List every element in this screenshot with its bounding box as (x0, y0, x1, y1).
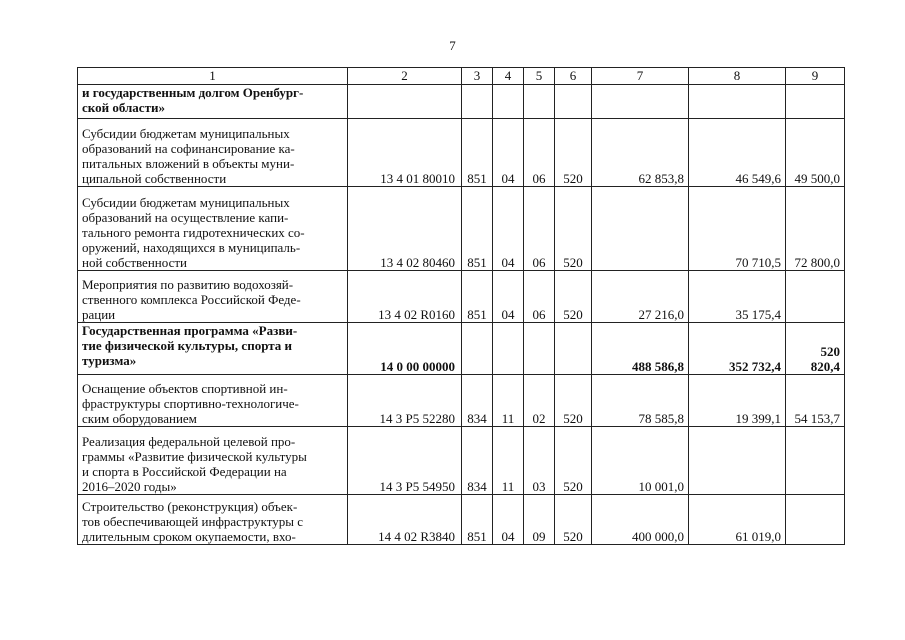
amount-col7: 62 853,8 (592, 119, 689, 187)
expense-type-code: 520 (555, 271, 592, 323)
table-row (78, 187, 845, 271)
section-code: 04 (493, 495, 524, 545)
description-line: тального ремонта гидротехнических со- (82, 225, 305, 240)
section-code: 04 (493, 119, 524, 187)
section-code (493, 85, 524, 119)
description-line: ственного комплекса Российской Феде- (82, 292, 301, 307)
amount-col8: 61 019,0 (689, 495, 786, 545)
subsection-code: 06 (524, 187, 555, 271)
description-line: Реализация федеральной целевой про- (82, 434, 296, 449)
ministry-code: 834 (462, 375, 493, 427)
section-code: 11 (493, 427, 524, 495)
ministry-code: 851 (462, 187, 493, 271)
expense-type-code (555, 85, 592, 119)
description-line: ской области» (82, 100, 165, 115)
description-line: Субсидии бюджетам муниципальных (82, 195, 290, 210)
description-line: граммы «Развитие физической культуры (82, 449, 307, 464)
amount-col8: 19 399,1 (689, 375, 786, 427)
column-header: 2 (348, 68, 462, 85)
row-description (78, 271, 348, 323)
amount-col9: 72 800,0 (786, 187, 845, 271)
amount-col9 (786, 271, 845, 323)
row-description (78, 119, 348, 187)
classification-code: 14 4 02 R3840 (348, 495, 462, 545)
classification-code (348, 85, 462, 119)
description-line: тие физической культуры, спорта и (82, 338, 293, 353)
description-line: ной собственности (82, 255, 187, 270)
amount-col7 (592, 187, 689, 271)
amount-col8 (689, 85, 786, 119)
classification-code: 14 3 P5 54950 (348, 427, 462, 495)
description-line: питальных вложений в объекты муни- (82, 156, 295, 171)
amount-col9 (786, 85, 845, 119)
row-description (78, 323, 348, 375)
description-line: и спорта в Российской Федерации на (82, 464, 287, 479)
page-number: 7 (449, 38, 456, 53)
amount-col7: 10 001,0 (592, 427, 689, 495)
amount-col8: 352 732,4 (689, 323, 786, 375)
amount-col8: 35 175,4 (689, 271, 786, 323)
amount-col8 (689, 427, 786, 495)
expense-type-code: 520 (555, 119, 592, 187)
expense-type-code: 520 (555, 187, 592, 271)
table-row (78, 375, 845, 427)
column-header: 9 (786, 68, 845, 85)
subsection-code: 03 (524, 427, 555, 495)
description-line: Субсидии бюджетам муниципальных (82, 126, 290, 141)
column-header: 4 (493, 68, 524, 85)
description-line: Государственная программа «Разви- (82, 323, 298, 338)
classification-code: 14 0 00 00000 (348, 323, 462, 375)
table-header-row (78, 68, 845, 85)
expense-type-code: 520 (555, 375, 592, 427)
classification-code: 13 4 02 80460 (348, 187, 462, 271)
description-line: фраструктуры спортивно-технологиче- (82, 396, 299, 411)
ministry-code (462, 85, 493, 119)
column-header: 7 (592, 68, 689, 85)
subsection-code: 09 (524, 495, 555, 545)
expense-type-code: 520 (555, 495, 592, 545)
subsection-code: 06 (524, 271, 555, 323)
description-line: туризма» (82, 353, 137, 368)
description-line: длительным сроком окупаемости, вхо- (82, 529, 296, 544)
amount-col9 (786, 495, 845, 545)
classification-code: 13 4 02 R0160 (348, 271, 462, 323)
table-row (78, 85, 845, 119)
ministry-code: 851 (462, 495, 493, 545)
description-line: Мероприятия по развитию водохозяй- (82, 277, 294, 292)
amount-col9 (786, 427, 845, 495)
description-line: Оснащение объектов спортивной ин- (82, 381, 288, 396)
amount-col7: 488 586,8 (592, 323, 689, 375)
section-code: 04 (493, 271, 524, 323)
amount-col7: 78 585,8 (592, 375, 689, 427)
description-line: рации (82, 307, 116, 322)
amount-col7 (592, 85, 689, 119)
ministry-code (462, 323, 493, 375)
subsection-code: 06 (524, 119, 555, 187)
table-row (78, 323, 845, 375)
amount-col7: 27 216,0 (592, 271, 689, 323)
budget-table (77, 67, 845, 545)
row-description (78, 495, 348, 545)
expense-type-code: 520 (555, 427, 592, 495)
table-row (78, 495, 845, 545)
row-description (78, 375, 348, 427)
column-header: 3 (462, 68, 493, 85)
description-line: 2016–2020 годы» (82, 479, 177, 494)
table-row (78, 427, 845, 495)
amount-col8: 70 710,5 (689, 187, 786, 271)
ministry-code: 834 (462, 427, 493, 495)
classification-code: 13 4 01 80010 (348, 119, 462, 187)
section-code (493, 323, 524, 375)
column-header: 1 (78, 68, 348, 85)
amount-col8: 46 549,6 (689, 119, 786, 187)
column-header: 6 (555, 68, 592, 85)
table-row (78, 119, 845, 187)
row-description (78, 187, 348, 271)
amount-col7: 400 000,0 (592, 495, 689, 545)
description-line: оружений, находящихся в муниципаль- (82, 240, 301, 255)
subsection-code (524, 85, 555, 119)
description-line: ским оборудованием (82, 411, 197, 426)
amount-col9: 54 153,7 (786, 375, 845, 427)
description-line: и государственным долгом Оренбург- (82, 85, 304, 100)
amount-col9: 520 820,4 (786, 323, 845, 375)
amount-col9: 49 500,0 (786, 119, 845, 187)
ministry-code: 851 (462, 271, 493, 323)
subsection-code (524, 323, 555, 375)
description-line: тов обеспечивающей инфраструктуры с (82, 514, 303, 529)
section-code: 11 (493, 375, 524, 427)
description-line: образований на софинансирование ка- (82, 141, 295, 156)
classification-code: 14 3 P5 52280 (348, 375, 462, 427)
ministry-code: 851 (462, 119, 493, 187)
row-description (78, 85, 348, 119)
subsection-code: 02 (524, 375, 555, 427)
description-line: образований на осуществление капи- (82, 210, 289, 225)
table-row (78, 271, 845, 323)
row-description (78, 427, 348, 495)
column-header: 8 (689, 68, 786, 85)
description-line: ципальной собственности (82, 171, 227, 186)
section-code: 04 (493, 187, 524, 271)
expense-type-code (555, 323, 592, 375)
description-line: Строительство (реконструкция) объек- (82, 499, 298, 514)
column-header: 5 (524, 68, 555, 85)
